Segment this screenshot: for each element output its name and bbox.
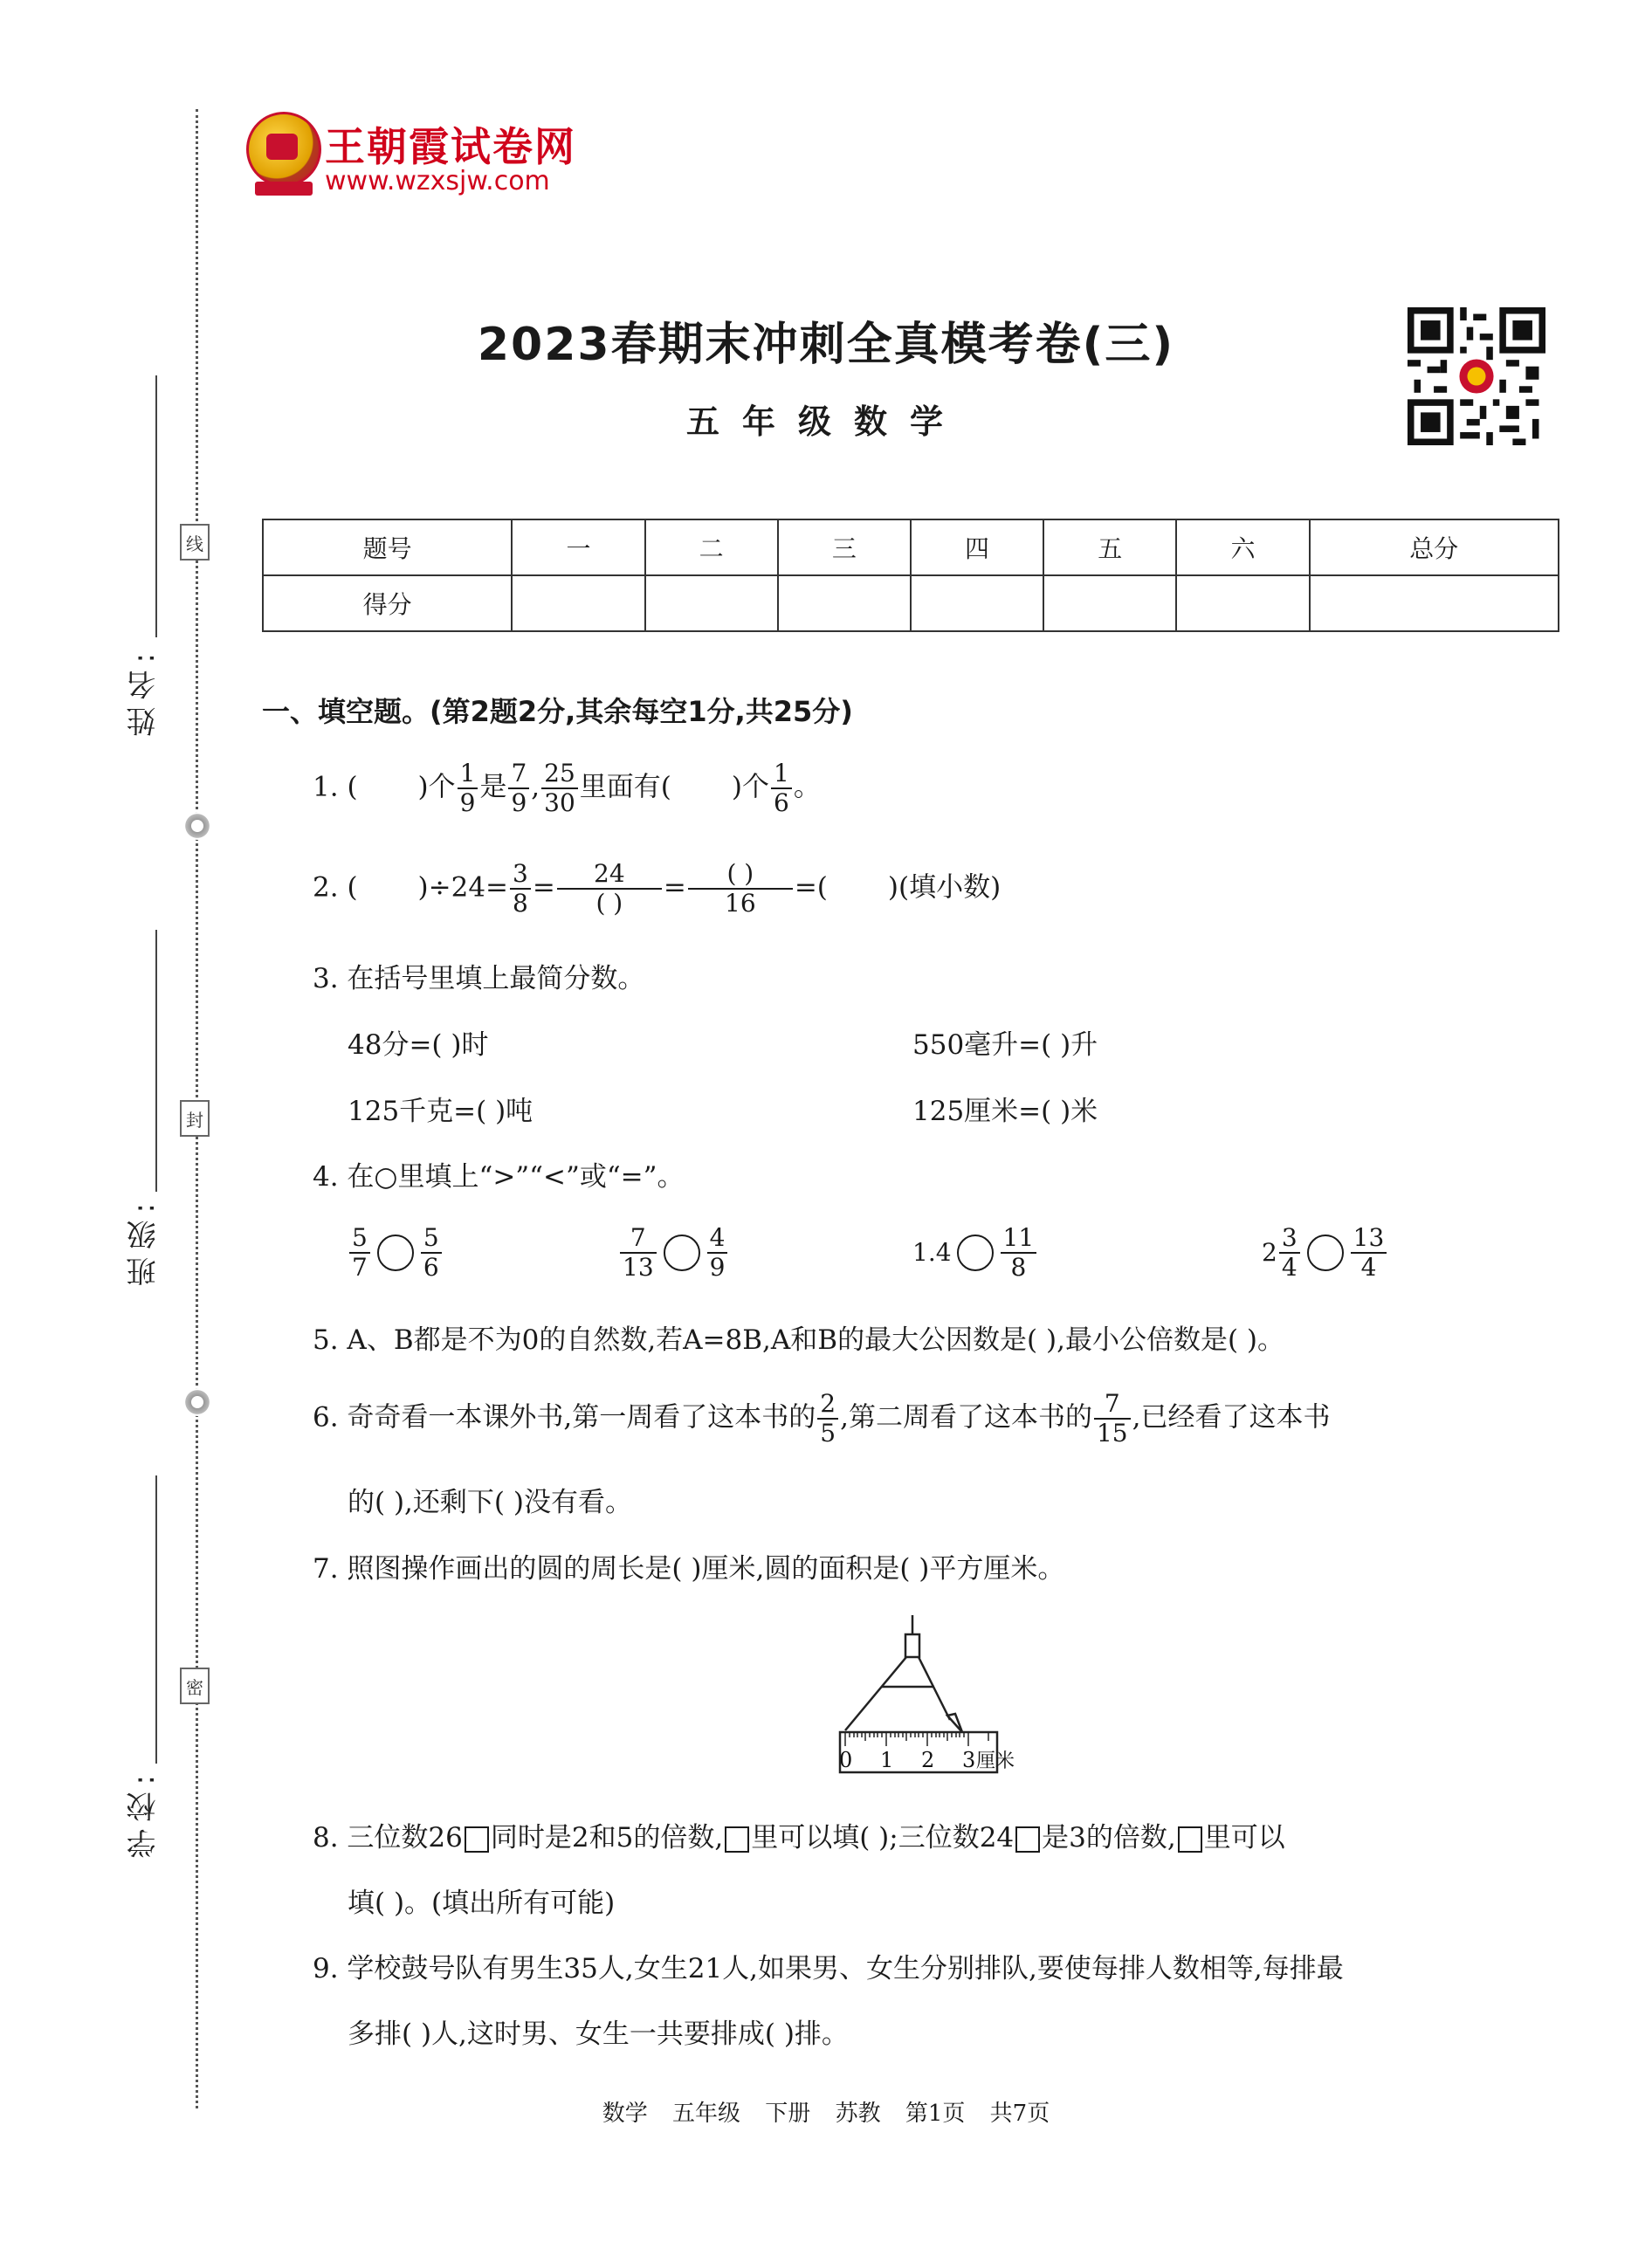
score-cell[interactable] [645, 575, 778, 631]
fraction: $\frac{7}{15}$ [1094, 1390, 1131, 1448]
score-table-header-cell: 六 [1176, 519, 1309, 575]
fraction: $\frac{( )}{16}$ [688, 860, 793, 918]
question-1: 1. ( )个 $\frac{1}{9}$ 是 $\frac{7}{9}$ , $\frac{25}{30}$ 里面有( )个 $\frac{1}{6}$ 。 [313, 759, 821, 818]
page-subtitle: 五年级数学 [685, 402, 966, 441]
compare-circle[interactable] [664, 1235, 700, 1271]
fraction: $\frac{25}{30}$ [541, 760, 578, 817]
digit-box[interactable] [725, 1826, 749, 1853]
fraction: $\frac{5}{6}$ [421, 1224, 442, 1282]
fraction: $\frac{3}{4}$ [1279, 1224, 1300, 1282]
ruler-label: 2 [921, 1748, 935, 1772]
score-table-header-cell: 题号 [263, 519, 512, 575]
fraction: $\frac{11}{8}$ [1001, 1224, 1037, 1282]
score-table-header-cell: 五 [1043, 519, 1176, 575]
section-1-title: 一、填空题。(第2题2分,其余每空1分,共25分) [262, 695, 853, 728]
question-7: 7. 照图操作画出的圆的周长是( )厘米,圆的面积是( )平方厘米。 [313, 1553, 1065, 1585]
score-cell[interactable] [1176, 575, 1309, 631]
question-8-line2: 填( )。(填出所有可能) [348, 1888, 616, 1919]
q4-compare-c: 1.4 $\frac{11}{8}$ [912, 1224, 1038, 1282]
question-9-line2: 多排( )人,这时男、女生一共要排成( )排。 [348, 2019, 849, 2050]
score-table-header-cell: 二 [645, 519, 778, 575]
ruler-unit: 厘米 [976, 1750, 1015, 1772]
compare-circle[interactable] [1307, 1235, 1344, 1271]
score-table-header-cell: 一 [512, 519, 644, 575]
score-table-header-cell: 三 [778, 519, 911, 575]
page-title: 2023春期末冲刺全真模考卷(三) [477, 319, 1175, 371]
school-label: 学校: [127, 1768, 162, 1859]
fraction: $\frac{1}{9}$ [458, 760, 478, 817]
compare-circle[interactable] [957, 1235, 994, 1271]
q3-item: 550毫升=( )升 [912, 1029, 1098, 1061]
brand-url[interactable]: www.wzxsjw.com [325, 166, 550, 196]
page-footer: 数学 五年级 下册 苏教 第1页 共7页 [602, 2101, 1050, 2127]
q4-compare-a [348, 1224, 444, 1282]
fraction: $\frac{1}{6}$ [771, 760, 792, 817]
digit-box[interactable] [1015, 1826, 1040, 1853]
fraction: $\frac{2}{5}$ [817, 1390, 838, 1448]
score-table-score-row [263, 575, 1559, 631]
question-8: 8. 三位数26 同时是2和5的倍数, 里可以填( );三位数24 是3的倍数, 里可以 [313, 1822, 1285, 1854]
fraction: $\frac{5}{7}$ [349, 1224, 370, 1282]
score-table-header-row [263, 519, 1559, 575]
class-label: 班级: [127, 1196, 162, 1287]
logo-ribbon [255, 182, 313, 196]
digit-box[interactable] [1178, 1826, 1202, 1853]
question-6-line2: 的( ),还剩下( )没有看。 [348, 1487, 632, 1518]
seal-mi: 密 [180, 1668, 210, 1704]
question-9: 9. 学校鼓号队有男生35人,女生21人,如果男、女生分别排队,要使每排人数相等,每排最 [313, 1953, 1344, 1984]
class-line [155, 930, 157, 1192]
school-line [155, 1475, 157, 1764]
fraction: $\frac{3}{8}$ [510, 860, 531, 918]
fraction: $\frac{4}{9}$ [707, 1224, 728, 1282]
fraction: $\frac{7}{9}$ [508, 760, 529, 817]
score-table-header-cell: 四 [911, 519, 1043, 575]
score-row-label: 得分 [263, 575, 512, 631]
q3-item: 48分=( )时 [348, 1029, 489, 1061]
score-table-header-cell: 总分 [1310, 519, 1559, 575]
fraction: $\frac{7}{13}$ [620, 1224, 657, 1282]
ruler-label: 0 [839, 1748, 853, 1772]
q3-item: 125厘米=( )米 [912, 1096, 1098, 1127]
score-table [262, 519, 1559, 632]
score-cell[interactable] [778, 575, 911, 631]
name-label: 姓名: [127, 646, 162, 737]
score-cell[interactable] [911, 575, 1043, 631]
score-cell[interactable] [1043, 575, 1176, 631]
seal-xian: 线 [180, 524, 210, 561]
swirl-mark-icon [183, 812, 211, 840]
brand-name: 王朝霞试卷网 [325, 123, 576, 170]
fraction: $\frac{24}{( )}$ [557, 860, 662, 918]
score-cell[interactable] [512, 575, 644, 631]
fraction: $\frac{13}{4}$ [1351, 1224, 1387, 1282]
score-cell[interactable] [1310, 575, 1559, 631]
ruler-label: 1 [880, 1748, 894, 1772]
question-5: 5. A、B都是不为0的自然数,若A=8B,A和B的最大公因数是( ),最小公倍数是( )。 [313, 1324, 1285, 1356]
q4-compare-d: 2 $\frac{3}{4}$ $\frac{13}{4}$ [1262, 1224, 1388, 1282]
question-4: 4. 在○里填上“>”“<”或“=”。 [313, 1161, 685, 1193]
compass-ruler-figure [838, 1615, 1039, 1790]
question-2: 2. ( )÷24= $\frac{3}{8}$ = $\frac{24}{( )}$ = $\frac{( )}{16}$ =( )(填小数) [313, 859, 1002, 918]
seal-feng: 封 [180, 1100, 210, 1137]
q4-compare-b [618, 1224, 729, 1282]
question-3: 3. 在括号里填上最简分数。 [313, 963, 645, 994]
compare-circle[interactable] [377, 1235, 414, 1271]
ruler-label: 3 [962, 1748, 976, 1772]
question-6: 6. 奇奇看一本课外书,第一周看了这本书的 $\frac{2}{5}$ ,第二周看了这本书的 $\frac{7}{15}$ ,已经看了这本书 [313, 1389, 1331, 1448]
digit-box[interactable] [465, 1826, 489, 1853]
swirl-mark-icon [183, 1388, 211, 1416]
q3-item: 125千克=( )吨 [348, 1096, 533, 1127]
qr-code-icon [1408, 307, 1545, 445]
logo-badge-icon [246, 112, 321, 187]
